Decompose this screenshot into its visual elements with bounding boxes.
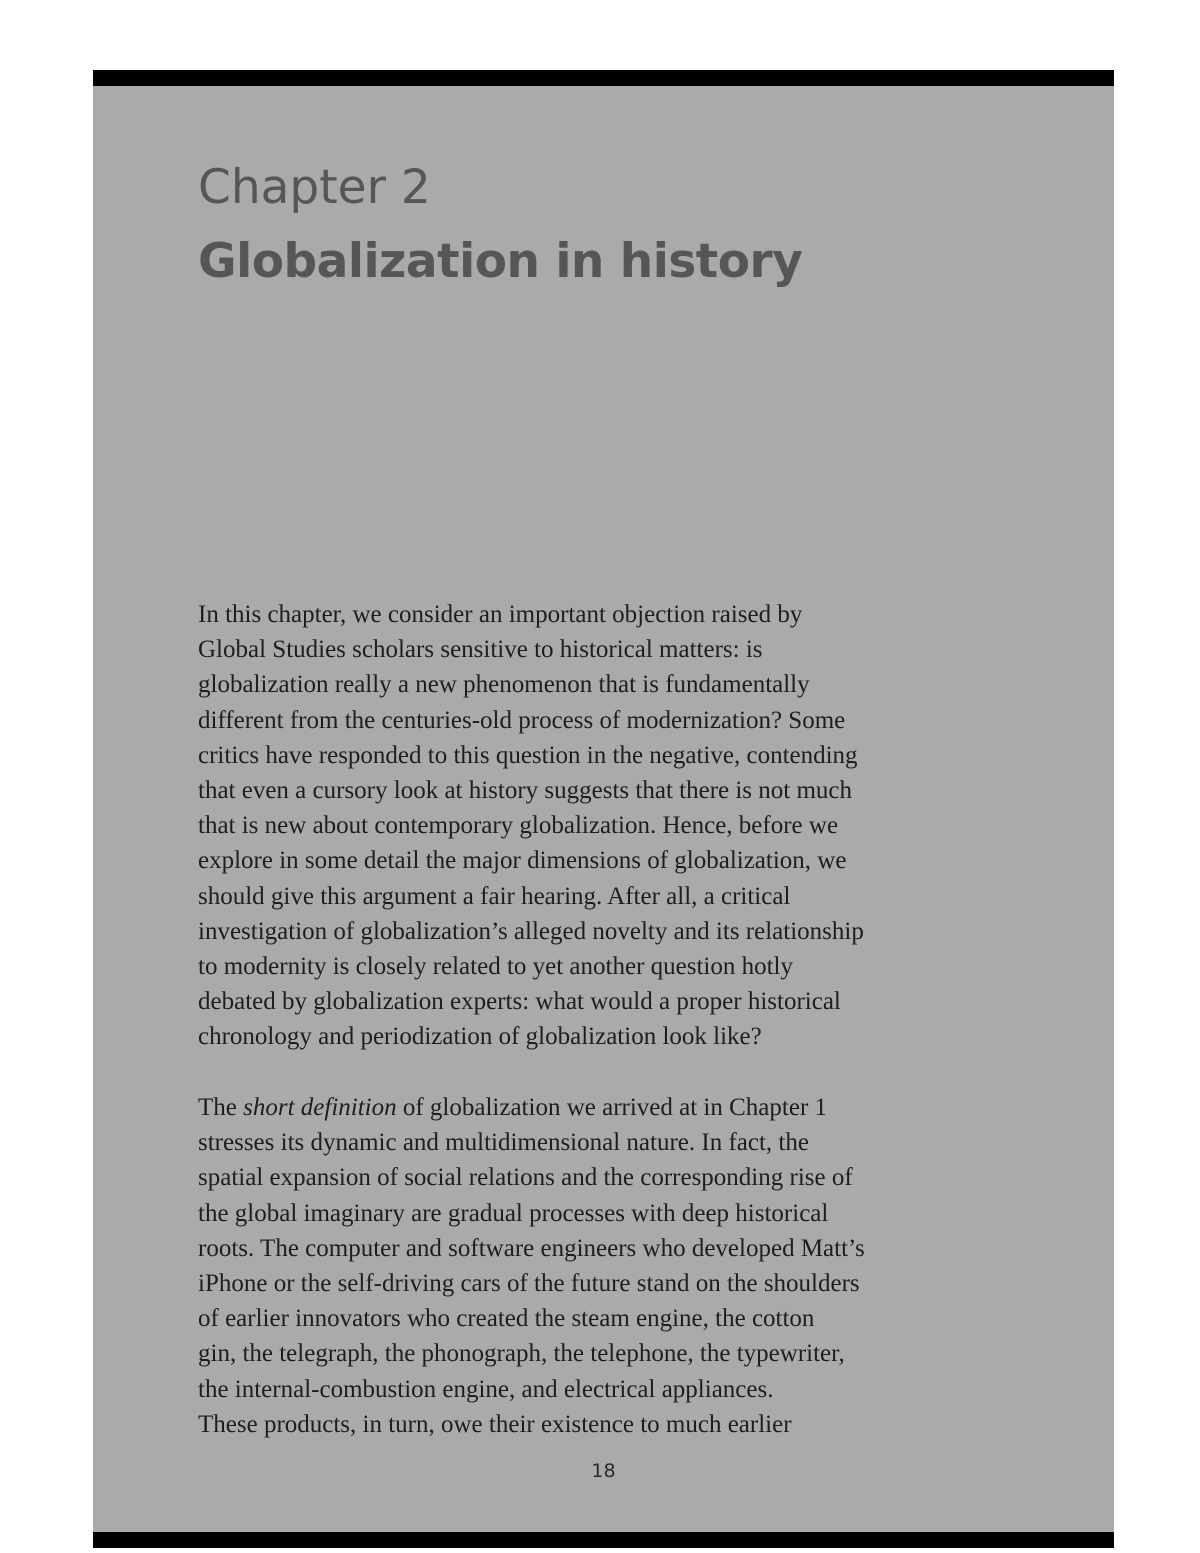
text-line: that even a cursory look at history suggests that there is not much <box>198 777 853 805</box>
page-number: 18 <box>591 1460 616 1482</box>
text-line: globalization really a new phenomenon that is fundamentally <box>198 671 810 699</box>
text-run: The <box>198 1094 244 1121</box>
text-line: Global Studies scholars sensitive to historical matters: is <box>198 636 763 664</box>
paragraph-1 <box>198 597 1018 1055</box>
text-line: In this chapter, we consider an important objection raised by <box>198 601 803 628</box>
text-line: critics have responded to this question in the negative, contending <box>198 741 858 769</box>
text-line <box>198 1090 1018 1125</box>
text-line: stresses its dynamic and multidimensional nature. In fact, the <box>198 1129 809 1157</box>
paragraph-text <box>198 597 1018 1055</box>
chapter-number: Chapter 2 <box>198 160 431 215</box>
paragraph-text <box>198 1090 1018 1442</box>
text-line: should give this argument a fair hearing. After all, a critical <box>198 882 791 910</box>
text-line: roots. The computer and software engineers who developed Matt’s <box>198 1234 865 1262</box>
text-line: explore in some detail the major dimensions of globalization, we <box>198 847 847 875</box>
text-line: chronology and periodization of globalization look like? <box>198 1023 762 1051</box>
text-line: These products, in turn, owe their existence to much earlier <box>198 1410 792 1438</box>
text-line: the global imaginary are gradual processes with deep historical <box>198 1199 829 1227</box>
text-line: of earlier innovators who created the steam engine, the cotton <box>198 1305 815 1333</box>
text-line: different from the centuries-old process of modernization? Some <box>198 706 846 734</box>
text-line: the internal-combustion engine, and electrical appliances. <box>198 1375 774 1403</box>
chapter-title: Globalization in history <box>198 234 803 289</box>
text-line: investigation of globalization’s alleged novelty and its relationship <box>198 917 864 945</box>
text-line: to modernity is closely related to yet another question hotly <box>198 953 794 981</box>
paragraph-2 <box>198 1090 1018 1442</box>
text-run: of globalization we arrived at in Chapter 1 <box>396 1094 828 1121</box>
book-page <box>93 70 1114 1548</box>
emphasis-term: short definition <box>243 1094 397 1121</box>
text-line: iPhone or the self-driving cars of the future stand on the shoulders <box>198 1270 860 1298</box>
text-line: debated by globalization experts: what would a proper historical <box>198 988 841 1016</box>
text-line: that is new about contemporary globalization. Hence, before we <box>198 812 839 840</box>
text-line: gin, the telegraph, the phonograph, the telephone, the typewriter, <box>198 1340 845 1368</box>
text-line: spatial expansion of social relations and the corresponding rise of <box>198 1164 853 1192</box>
